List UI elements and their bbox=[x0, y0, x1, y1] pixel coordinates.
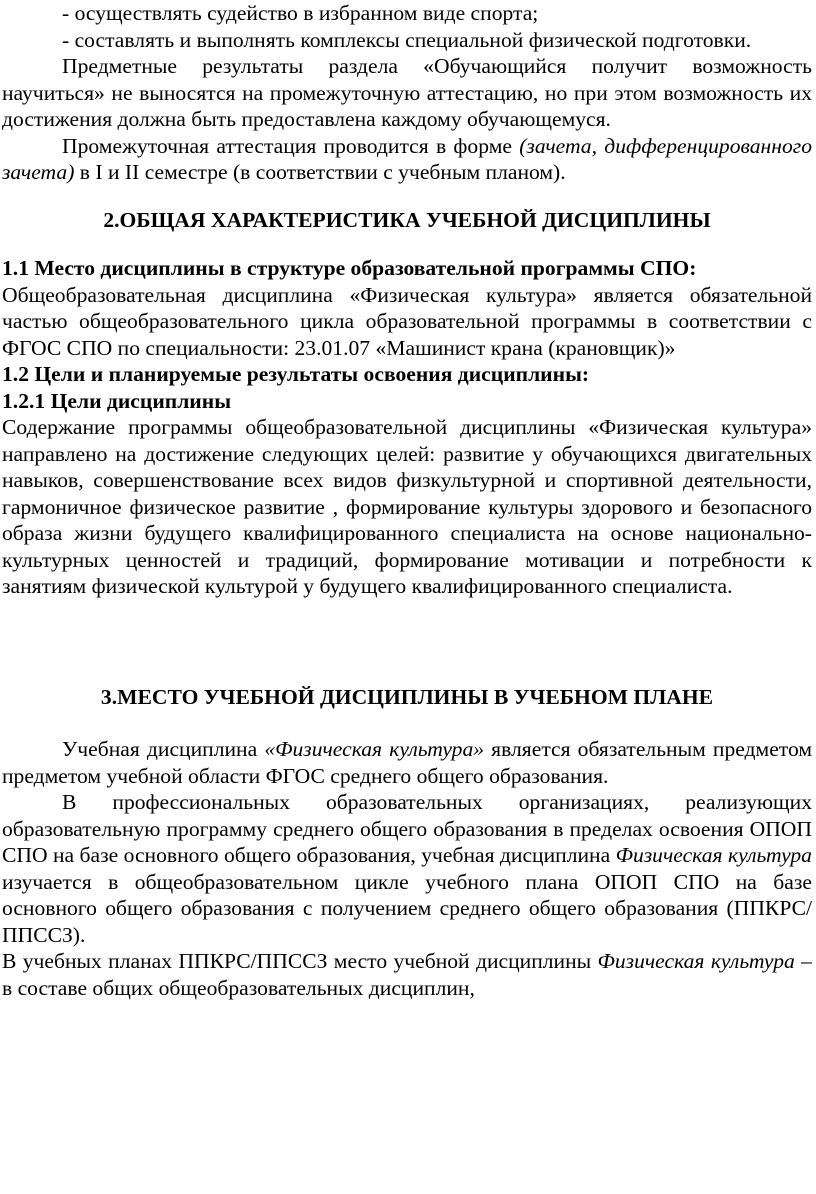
bullet-judging: - осуществлять судейство в избранном виде спорта; bbox=[62, 1, 539, 25]
subsection-1-2-1-title: 1.2.1 Цели дисциплины bbox=[2, 388, 232, 413]
section-2-title: 2.ОБЩАЯ ХАРАКТЕРИСТИКА УЧЕБНОЙ ДИСЦИПЛИНЫ bbox=[103, 207, 711, 232]
curriculum-text-start: В учебных планах ППКРС/ППССЗ место учебной дисциплины bbox=[2, 949, 598, 973]
paragraph-curriculum-place bbox=[2, 948, 812, 1001]
subsection-1-2-title: 1.2 Цели и планируемые результаты освоения дисциплины: bbox=[2, 362, 590, 386]
attestation-form-italic: (зачета, дифференцированного зачета) bbox=[2, 133, 812, 184]
paragraph-professional-orgs bbox=[2, 789, 812, 948]
section-3-title: 3.МЕСТО УЧЕБНОЙ ДИСЦИПЛИНЫ В УЧЕБНОМ ПЛАНЕ bbox=[100, 684, 714, 709]
subsection-1-1-title: 1.1 Место дисциплины в структуре образовательной программы СПО: bbox=[2, 256, 697, 280]
paragraph-discipline-goals: Содержание программы общеобразовательной дисциплины «Физическая культура» направлено на достижение следующих целей: развитие у обучающихся двигательных навыков, совершенствование всех видов физкультурной и спортивной деятельности, гармоничное физическое развитие , формирование культуры здорового и безопасного образа жизни будущего квалифицированного специалиста на основе национально- культурных ценностей и традиций, формирование мотивации и потребности к занятиям физической культурой у будущего квалифицированного специалиста. bbox=[2, 415, 812, 598]
curriculum-text-end: – в составе общих общеобразовательных дисциплин, bbox=[2, 949, 812, 1000]
orgs-discipline-italic: Физическая культура bbox=[615, 843, 812, 867]
orgs-text-start: В профессиональных образовательных организациях, реализующих образовательную программу среднего общего образования в пределах освоения ОПОП СПО на базе основного общего образования, учебная дисциплина bbox=[2, 790, 812, 867]
status-text-start: Учебная дисциплина bbox=[62, 737, 265, 761]
bullet-exercises: - составлять и выполнять комплексы специальной физической подготовки. bbox=[62, 27, 752, 52]
attestation-text-end: в I и II семестре (в соответствии с учебным планом). bbox=[74, 160, 566, 184]
attestation-text-start: Промежуточная аттестация проводится в форме bbox=[62, 133, 520, 158]
discipline-name-italic: «Физическая культура» bbox=[264, 737, 485, 761]
status-text-end: является обязательным предметом предметом учебной области ФГОС среднего общего образования. bbox=[2, 737, 812, 788]
curriculum-discipline-italic: Физическая культура bbox=[597, 949, 795, 973]
paragraph-subject-results: Предметные результаты раздела «Обучающийся получит возможность научиться» не выносятся на промежуточную аттестацию, но при этом возможность их достижения должна быть предоставлена каждому обучающемуся. bbox=[2, 54, 812, 131]
orgs-text-end: изучается в общеобразовательном цикле учебного плана ОПОП СПО на базе основного общего образования с получением среднего общего образования (ППКРС/ППССЗ). bbox=[2, 869, 812, 947]
paragraph-attestation bbox=[2, 133, 812, 186]
paragraph-discipline-status bbox=[2, 736, 812, 789]
paragraph-discipline-place: Общеобразовательная дисциплина «Физическая культура» является обязательной частью общеобразовательного цикла образовательной программы в соответствии с ФГОС СПО по специальности: 23.01.07 «Машинист крана (крановщик)» bbox=[2, 282, 812, 360]
